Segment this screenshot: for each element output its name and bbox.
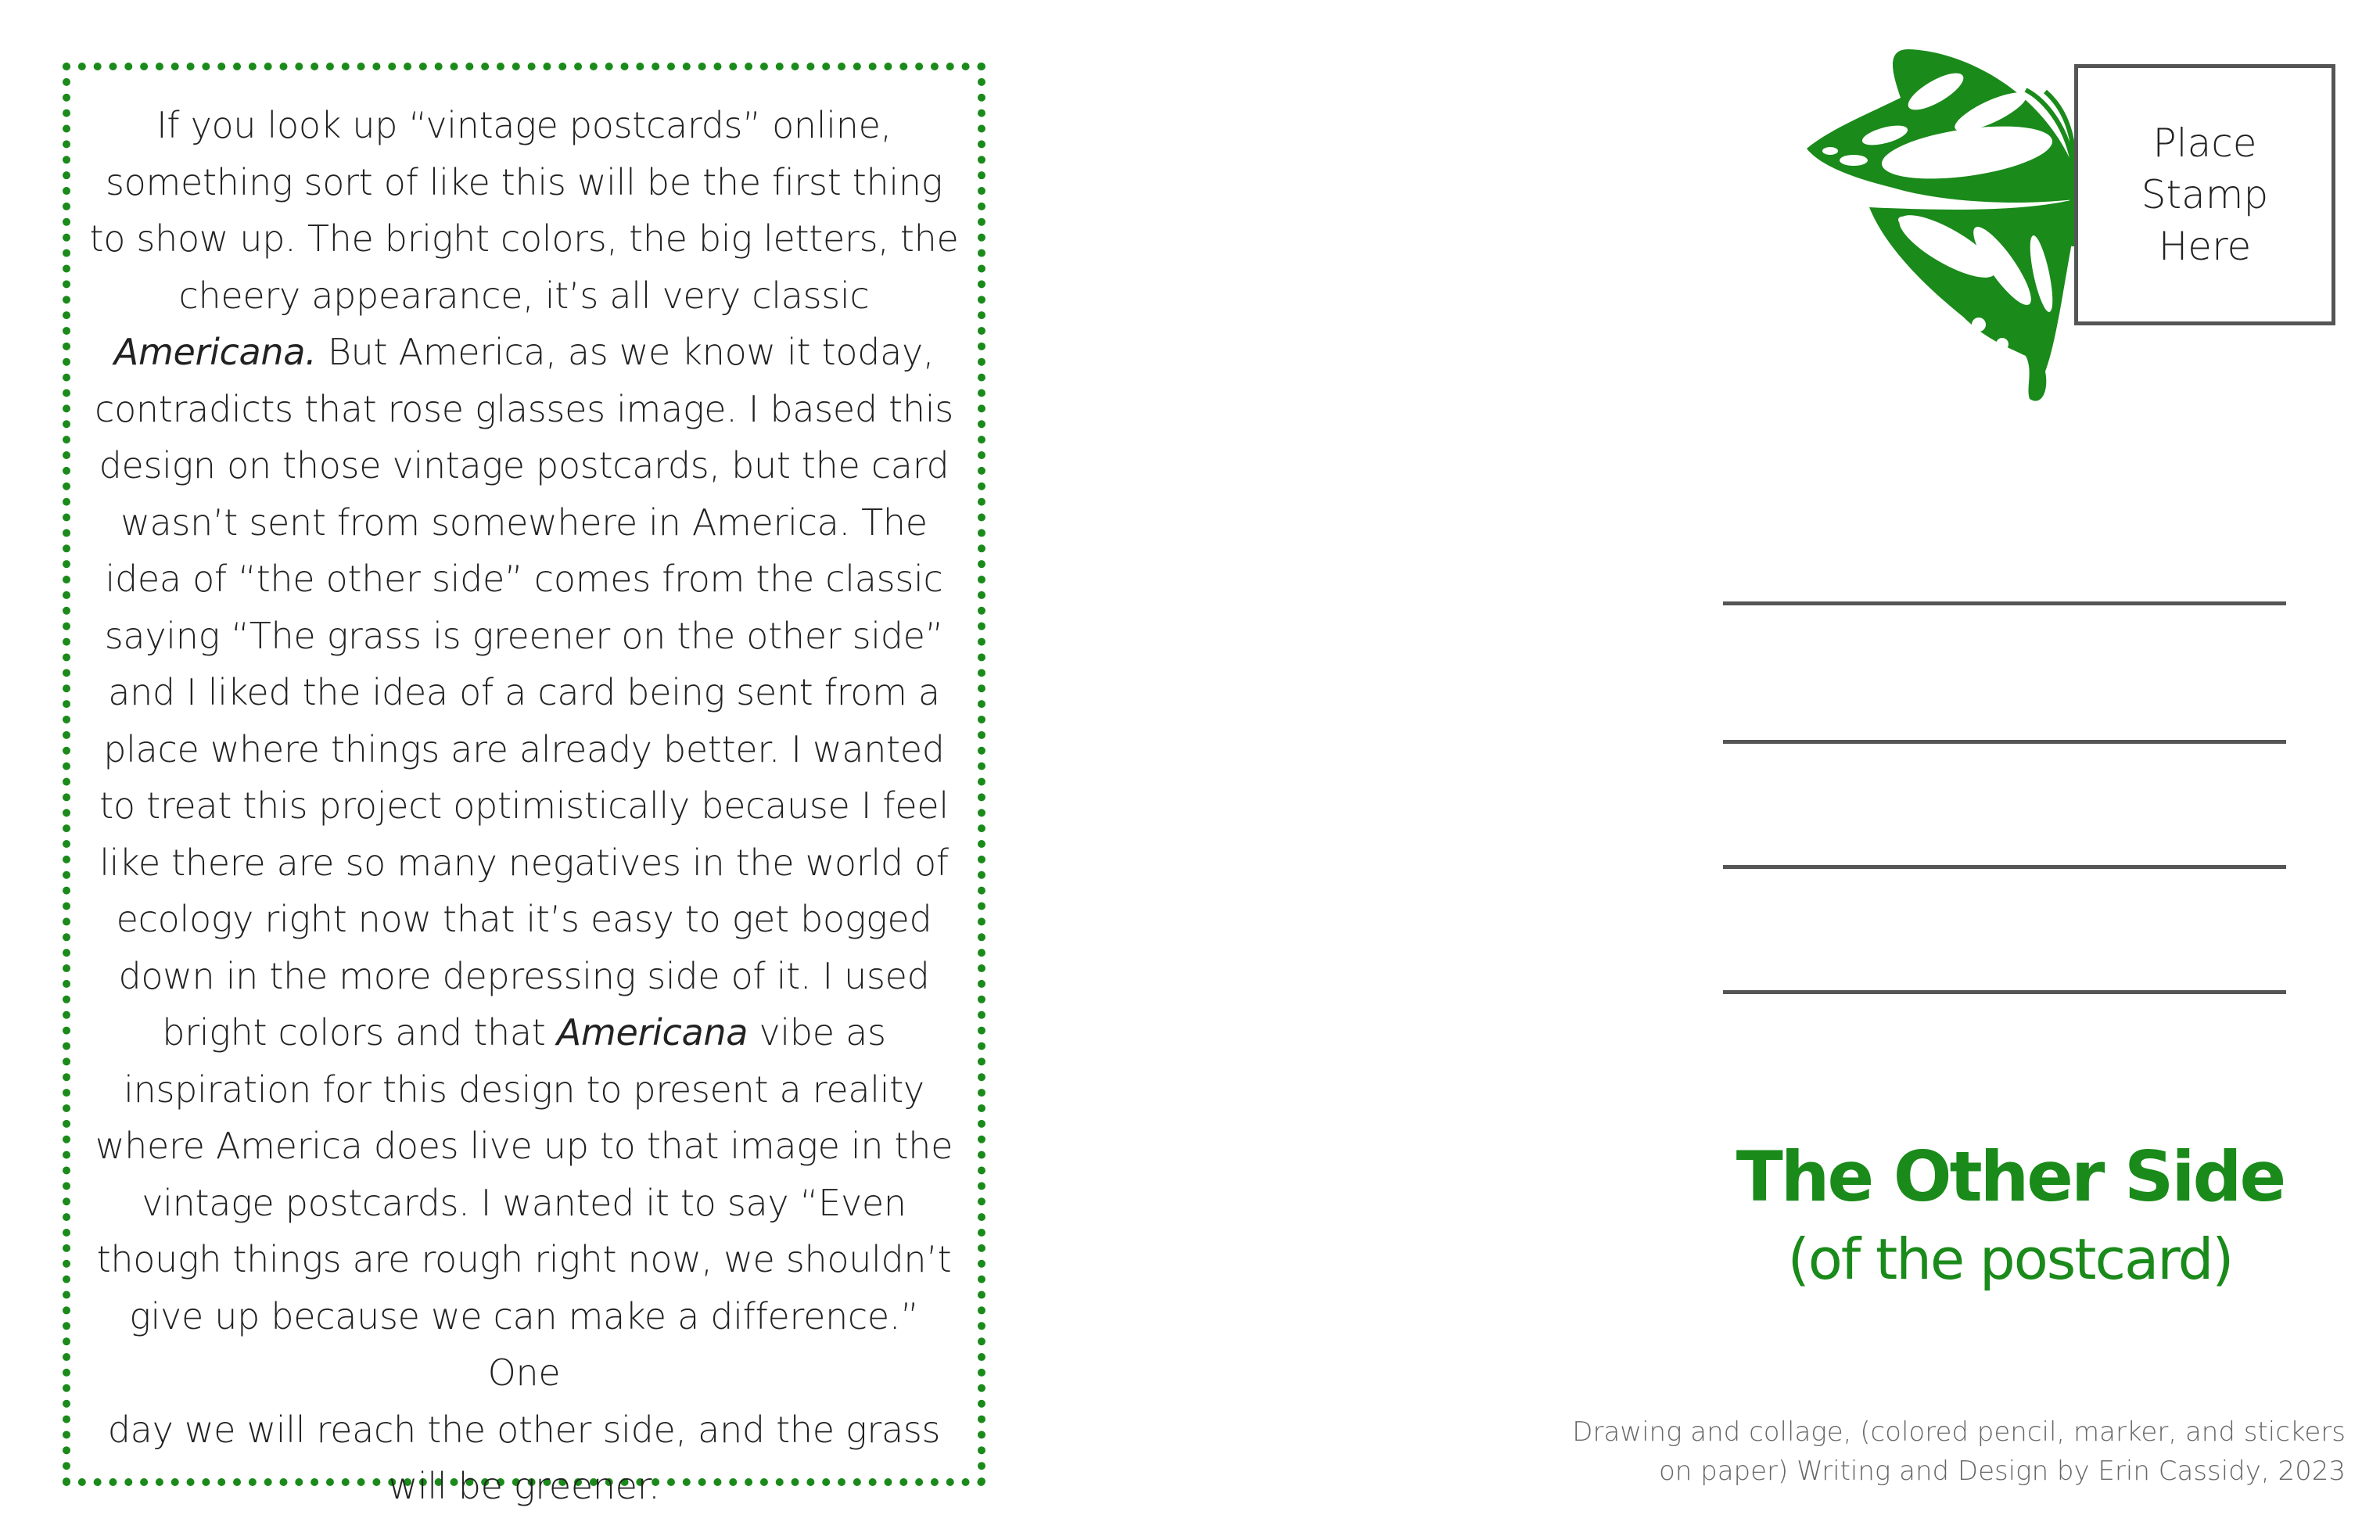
essay-line: ecology right now that it’s easy to get bogged (116, 898, 932, 940)
caption-line: Drawing and collage, (colored pencil, marker, and stickers (1572, 1416, 2346, 1448)
essay-line: though things are rough right now, we shouldn’t (96, 1238, 952, 1280)
butterfly-icon (1807, 43, 2080, 407)
essay-line: to treat this project optimistically because I feel (99, 784, 949, 827)
stamp-label-line: Here (2158, 224, 2252, 269)
essay-line: If you look up “vintage postcards” online, (156, 104, 892, 146)
essay-line: something sort of like this will be the first thing (105, 160, 942, 203)
essay-line: like there are so many negatives in the world of (99, 841, 949, 884)
stamp-label-line: Stamp (2141, 172, 2269, 217)
essay-line: will be greener. (388, 1465, 660, 1507)
essay-line: vintage postcards. I wanted it to say “Even (142, 1181, 906, 1224)
essay-line: contradicts that rose glasses image. I based this (95, 387, 953, 430)
essay-line: wasn’t sent from somewhere in America. The (120, 501, 928, 544)
essay-line: give up because we can make a difference.” One (129, 1294, 919, 1394)
essay-line: design on those vintage postcards, but the card (99, 444, 949, 486)
essay-line: Americana. But America, as we know it today, (113, 331, 935, 373)
essay-box (63, 63, 985, 1507)
essay-line: bright colors and that Americana vibe as (162, 1011, 886, 1054)
stamp-box (2074, 64, 2335, 325)
essay-line: inspiration for this design to present a reality (124, 1068, 924, 1111)
essay-line: to show up. The bright colors, the big letters, the (89, 217, 959, 260)
stamp-label (2141, 117, 2268, 272)
address-line (1723, 740, 2286, 744)
essay-line: cheery appearance, it’s all very classic (178, 274, 870, 317)
address-line (1723, 990, 2286, 994)
essay-line: day we will reach the other side, and the grass (107, 1408, 941, 1451)
essay-line: where America does live up to that image in the (95, 1125, 953, 1167)
address-line (1723, 601, 2286, 605)
essay-line: and I liked the idea of a card being sent from a (108, 671, 940, 713)
essay-text (88, 97, 960, 1515)
address-line (1723, 865, 2286, 869)
essay-line: idea of “the other side” comes from the classic (105, 558, 943, 600)
postcard-title (1705, 1134, 2315, 1298)
title-sub: (of the postcard) (1787, 1226, 2233, 1292)
stamp-label-line: Place (2152, 120, 2257, 166)
caption-line: on paper) Writing and Design by Erin Cassidy, 2023 (1658, 1456, 2346, 1487)
title-main: The Other Side (1736, 1136, 2285, 1217)
credit-caption (1485, 1413, 2346, 1491)
essay-line: place where things are already better. I wanted (103, 727, 945, 770)
essay-line: down in the more depressing side of it. I used (118, 954, 930, 997)
essay-line: saying “The grass is greener on the other side” (104, 614, 944, 657)
